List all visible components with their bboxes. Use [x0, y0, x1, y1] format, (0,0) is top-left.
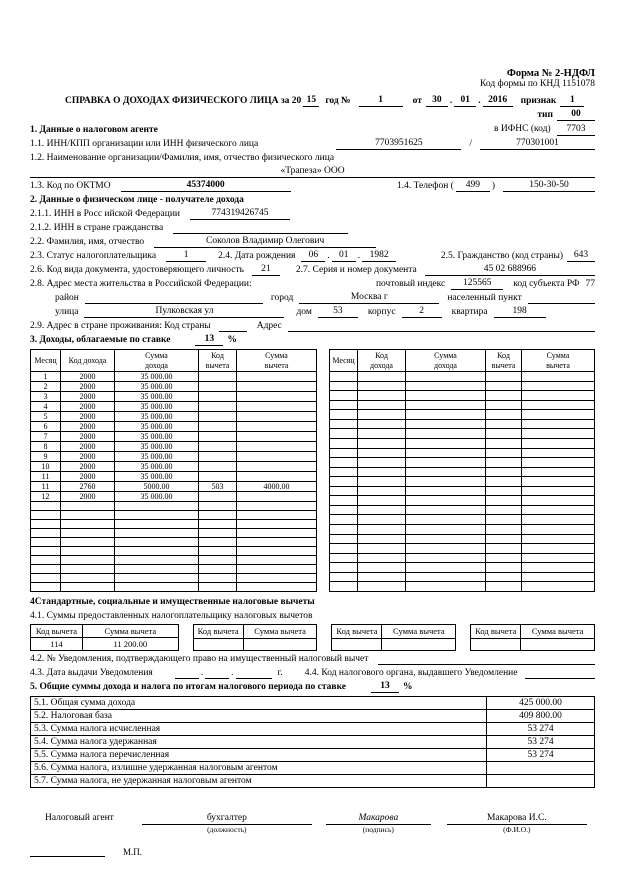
inn-kpp-slash: /	[469, 139, 472, 149]
agent-kpp-value: 770301001	[480, 138, 595, 150]
total-label: 5.5. Сумма налога перечисленная	[31, 749, 487, 762]
birthdate-label: 2.4. Дата рождения	[218, 251, 296, 261]
section1-header-row	[30, 123, 595, 136]
income-row	[330, 448, 595, 458]
total-rate-value: 13	[371, 681, 399, 693]
doc-series-value: 45 02 688966	[425, 264, 595, 276]
section3-title: 3. Доходы, облагаемые по ставке	[30, 335, 171, 345]
income-row	[330, 477, 595, 487]
tip-row	[30, 109, 595, 121]
year-short-value: 15	[303, 95, 319, 107]
deduct-sum-header: Сумма вычета	[82, 625, 178, 638]
signature-block-sign	[326, 812, 431, 835]
signer-fio-value: Макарова И.С.	[447, 812, 587, 825]
phone-label-close: )	[491, 181, 495, 191]
total-row	[31, 710, 595, 723]
inn-foreign-label: 2.1.2. ИНН в стране гражданства	[30, 223, 164, 233]
date-month-value: 01	[454, 95, 476, 107]
deduct-code-value: 114	[31, 638, 83, 651]
deduct-sum-value	[243, 638, 317, 650]
section3-header-row	[30, 334, 595, 346]
line-2-8	[30, 278, 595, 290]
totals-table	[30, 696, 595, 788]
notif-separator: .	[231, 668, 234, 678]
certificate-title-row	[65, 95, 595, 107]
total-value: 53 274	[487, 736, 595, 749]
total-value: 53 274	[487, 749, 595, 762]
col-income-code: Код дохода	[358, 350, 406, 372]
income-row	[330, 553, 595, 563]
income-row: 8 2000 35 000.00	[31, 442, 317, 452]
doc-kind-label: 2.6. Код вида документа, удостоверяющего личность	[30, 265, 244, 275]
kvartira-value: 198	[494, 306, 546, 318]
postal-label: почтовый индекс	[375, 279, 446, 289]
stamp-label: М.П.	[123, 847, 143, 857]
doc-number-label: год №	[325, 96, 351, 106]
income-row: 11 2760 5000.00 503 4000.00	[31, 482, 317, 492]
country-residence-code	[219, 331, 247, 332]
line-ulitsa-dom	[55, 306, 595, 318]
birth-month-value: 01	[332, 250, 356, 262]
notification-number-value	[378, 664, 595, 665]
income-row	[31, 574, 317, 583]
income-row: 2 2000 35 000.00	[31, 382, 317, 392]
date-separator: .	[478, 96, 481, 106]
address-rf-label: 2.8. Адрес места жительства в Российской Федерации:	[30, 279, 252, 289]
deduct-code-value	[332, 638, 382, 650]
punkt-value	[528, 303, 595, 304]
tip-value: 00	[557, 109, 595, 121]
inn-foreign-value	[173, 233, 348, 234]
line-1-1	[30, 138, 595, 150]
deduct-sum-value	[382, 638, 456, 650]
total-row	[31, 736, 595, 749]
fio-label: 2.2. Фамилия, имя, отчество	[30, 237, 145, 247]
birth-day-value: 06	[301, 250, 325, 262]
from-label: от	[412, 96, 422, 106]
income-row	[330, 400, 595, 410]
deductions-provided-label: 4.1. Суммы предоставленных налогоплательщику налоговых вычетов	[30, 611, 313, 621]
tax-authority-code-value	[525, 678, 595, 679]
income-row	[31, 556, 317, 565]
line-4-1	[30, 610, 595, 622]
deduction-row	[332, 638, 456, 650]
line-2-2	[30, 236, 595, 248]
form-name: Форма № 2-НДФЛ	[506, 68, 595, 79]
rayon-value	[85, 303, 263, 304]
agent-inn-value: 7703951625	[336, 138, 461, 150]
inn-rf-label: 2.1.1. ИНН в Росс ийской Федерации	[30, 209, 181, 219]
deduct-code-header: Код вычета	[471, 625, 521, 639]
status-label: 2.3. Статус налогоплательщика	[30, 251, 157, 261]
income-row	[330, 419, 595, 429]
deduct-code-value	[471, 638, 521, 650]
fio-caption: (Ф.И.О.)	[503, 825, 531, 834]
total-label: 5.1. Общая сумма дохода	[31, 697, 487, 710]
percent-sign: %	[403, 682, 413, 692]
oktmo-label: 1.3. Код по ОКТМО	[30, 181, 111, 191]
ulitsa-label: улица	[55, 307, 79, 317]
country-residence-label: 2.9. Адрес в стране проживания: Код страны	[30, 321, 211, 331]
section5-header-row	[30, 681, 595, 693]
signature-caption: (подпись)	[362, 825, 394, 834]
total-label: 5.3. Сумма налога исчисленная	[31, 723, 487, 736]
deduct-code-header: Код вычета	[193, 625, 243, 639]
deduction-tables	[30, 624, 595, 651]
deduction-table-1	[30, 624, 179, 651]
org-name-label: 1.2. Наименование организации/Фамилия, имя, отчество физического лица	[30, 153, 335, 163]
line-rayon-gorod	[55, 292, 595, 304]
stamp-line	[30, 856, 105, 857]
income-row	[31, 520, 317, 529]
kvartira-label: квартира	[451, 307, 488, 317]
line-1-2	[30, 152, 595, 164]
deduct-code-header: Код вычета	[332, 625, 382, 639]
deduction-table-2	[193, 624, 318, 651]
income-row	[31, 547, 317, 556]
income-row	[330, 496, 595, 506]
signature-block	[30, 812, 595, 835]
tip-label: тип	[537, 110, 553, 120]
position-value: бухгалтер	[142, 812, 312, 825]
doc-kind-value: 21	[252, 264, 280, 276]
deduct-code-header: Код вычета	[31, 625, 83, 638]
notif-month-value	[205, 678, 229, 679]
tax-rate-value: 13	[195, 334, 223, 346]
line-2-9	[30, 320, 595, 332]
income-row	[330, 372, 595, 382]
income-row	[31, 502, 317, 511]
line-2-1-2	[30, 222, 595, 234]
ifns-value: 7703	[557, 124, 595, 136]
col-month: Месяц	[330, 350, 358, 372]
col-deduct-sum: Сумма вычета	[522, 350, 595, 372]
ifns-group	[494, 123, 595, 136]
deduct-sum-header: Сумма вычета	[243, 625, 317, 639]
date-separator: .	[449, 96, 453, 106]
income-row	[330, 572, 595, 582]
deduct-sum-value: 11 200.00	[82, 638, 178, 651]
income-header-row	[330, 350, 595, 372]
income-row: 12 2000 35 000.00	[31, 492, 317, 502]
income-row	[330, 438, 595, 448]
income-table-left	[30, 349, 317, 592]
total-row	[31, 762, 595, 775]
phone-code-value: 499	[456, 180, 490, 192]
line-2-3	[30, 250, 595, 262]
certificate-title: СПРАВКА О ДОХОДАХ ФИЗИЧЕСКОГО ЛИЦА за 20	[65, 96, 302, 106]
income-row	[31, 565, 317, 574]
deduction-row	[193, 638, 317, 650]
region-code-label: код субъекта РФ	[513, 279, 580, 289]
col-income-sum: Сумма дохода	[406, 350, 486, 372]
date-year-value: 2016	[483, 95, 513, 107]
income-row	[330, 429, 595, 439]
line-4-3	[30, 667, 595, 679]
income-row	[330, 458, 595, 468]
gorod-value: Москва г	[299, 292, 439, 304]
korpus-label: корпус	[367, 307, 396, 317]
income-row	[330, 515, 595, 525]
income-row	[31, 538, 317, 547]
income-row: 7 2000 35 000.00	[31, 432, 317, 442]
status-value: 1	[166, 250, 206, 262]
tax-agent-label: Налоговый агент	[45, 813, 114, 823]
total-row	[31, 775, 595, 788]
deduct-sum-header: Сумма вычета	[382, 625, 456, 639]
col-month: Месяц	[31, 350, 61, 372]
stamp-row	[30, 847, 595, 857]
deduction-table-4	[470, 624, 595, 651]
birth-year-value: 1982	[362, 250, 396, 262]
doc-series-label: 2.7. Серия и номер документа	[295, 265, 417, 275]
notification-label: 4.2. № Уведомления, подтверждающего право на имущественный налоговый вычет	[30, 654, 369, 664]
total-row	[31, 723, 595, 736]
income-row: 9 2000 35 000.00	[31, 452, 317, 462]
position-caption: (должность)	[207, 825, 247, 834]
notif-separator: .	[200, 668, 204, 678]
col-deduct-code: Код вычета	[486, 350, 522, 372]
citizenship-value: 643	[567, 250, 595, 262]
total-value	[487, 762, 595, 775]
income-row: 3 2000 35 000.00	[31, 392, 317, 402]
section5-title: 5. Общие суммы дохода и налога по итогам налогового периода по ставке	[30, 682, 347, 692]
total-label: 5.6. Сумма налога, излишне удержанная налоговым агентом	[31, 762, 487, 775]
year-abbrev: г.	[277, 668, 283, 678]
section2-title	[30, 194, 595, 206]
notif-year-value	[236, 678, 272, 679]
notif-day-value	[175, 678, 199, 679]
deduction-row	[31, 638, 179, 651]
priznak-label: признак	[520, 96, 557, 106]
date-day-value: 30	[426, 95, 448, 107]
income-row	[330, 582, 595, 592]
total-row	[31, 749, 595, 762]
income-table-right	[329, 349, 595, 592]
total-value: 425 000.00	[487, 697, 595, 710]
phone-label: 1.4. Телефон (	[396, 181, 454, 191]
tax-authority-label: 4.4. Код налогового органа, выдавшего Уведомление	[304, 668, 518, 678]
oktmo-value: 45374000	[121, 180, 291, 192]
income-row	[330, 486, 595, 496]
percent-sign: %	[227, 335, 237, 345]
rayon-label: район	[55, 293, 79, 303]
fio-value: Соколов Владимир Олегович	[154, 236, 376, 248]
col-income-sum: Сумма дохода	[115, 350, 199, 372]
korpus-value: 2	[402, 306, 442, 318]
doc-number-value: 1	[359, 95, 403, 107]
fio-block	[447, 812, 587, 835]
form-code-knd: Код формы по КНД 1151078	[480, 79, 595, 89]
total-label: 5.7. Сумма налога, не удержанная налоговым агентом	[31, 775, 487, 788]
total-row	[31, 697, 595, 710]
income-row: 4 2000 35 000.00	[31, 402, 317, 412]
income-row	[330, 391, 595, 401]
total-label: 5.4. Сумма налога удержанная	[31, 736, 487, 749]
priznak-value: 1	[560, 95, 584, 107]
income-row: 11 2000 35 000.00	[31, 472, 317, 482]
income-row	[330, 563, 595, 573]
total-value	[487, 775, 595, 788]
income-row	[330, 410, 595, 420]
income-row	[330, 525, 595, 535]
section2-title-text: 2. Данные о физическом лице - получателе дохода	[30, 195, 244, 205]
birth-separator: .	[357, 251, 361, 261]
line-4-2	[30, 653, 595, 665]
total-value: 409 800.00	[487, 710, 595, 723]
signature-value: Макарова	[326, 812, 431, 825]
col-income-code: Код дохода	[61, 350, 115, 372]
income-row	[330, 544, 595, 554]
total-label: 5.2. Налоговая база	[31, 710, 487, 723]
deduction-table-3	[331, 624, 456, 651]
gorod-label: город	[270, 293, 294, 303]
inn-kpp-label: 1.1. ИНН/КПП организации или ИНН физического лица	[30, 139, 259, 149]
phone-value: 150-30-50	[503, 180, 595, 192]
region-code-value: 77	[585, 279, 595, 289]
section4-title-text: 4Стандартные, социальные и имущественные налоговые вычеты	[30, 597, 315, 607]
citizenship-label: 2.5. Гражданство (код страны)	[440, 251, 563, 261]
section1-title: 1. Данные о налоговом агенте	[30, 125, 158, 135]
line-1-3	[30, 180, 595, 192]
total-value: 53 274	[487, 723, 595, 736]
org-name-value: «Трапеза» ООО	[30, 165, 595, 178]
dom-label: дом	[296, 307, 312, 317]
position-block	[142, 812, 312, 835]
col-deduct-code: Код вычета	[199, 350, 237, 372]
address-label: Адрес	[256, 321, 282, 331]
income-row	[330, 467, 595, 477]
income-row: 1 2000 35 000.00	[31, 372, 317, 382]
income-tables	[30, 349, 595, 592]
birth-separator: .	[327, 251, 330, 261]
income-row	[330, 534, 595, 544]
dom-value: 53	[318, 306, 358, 318]
income-row: 10 2000 35 000.00	[31, 462, 317, 472]
punkt-label: населенный пункт	[447, 293, 522, 303]
postal-value: 125565	[451, 278, 503, 290]
col-deduct-sum: Сумма вычета	[237, 350, 317, 372]
deduct-code-value	[193, 638, 243, 650]
notification-date-label: 4.3. Дата выдачи Уведомления	[30, 668, 153, 678]
section4-title	[30, 596, 595, 608]
income-header-row	[31, 350, 317, 372]
deduct-sum-value	[521, 638, 595, 650]
line-2-1-1	[30, 208, 595, 220]
inn-rf-value: 774319426745	[190, 208, 290, 220]
ulitsa-value: Пулковская ул	[84, 306, 284, 318]
deduct-sum-header: Сумма вычета	[521, 625, 595, 639]
income-row	[31, 529, 317, 538]
line-2-6	[30, 264, 595, 276]
income-row	[330, 381, 595, 391]
address-value	[288, 331, 595, 332]
income-row	[31, 511, 317, 520]
income-row	[330, 505, 595, 515]
ifns-label: в ИФНС (код)	[494, 124, 551, 134]
deduction-row	[471, 638, 595, 650]
income-row: 6 2000 35 000.00	[31, 422, 317, 432]
income-row: 5 2000 35 000.00	[31, 412, 317, 422]
income-row	[31, 583, 317, 592]
